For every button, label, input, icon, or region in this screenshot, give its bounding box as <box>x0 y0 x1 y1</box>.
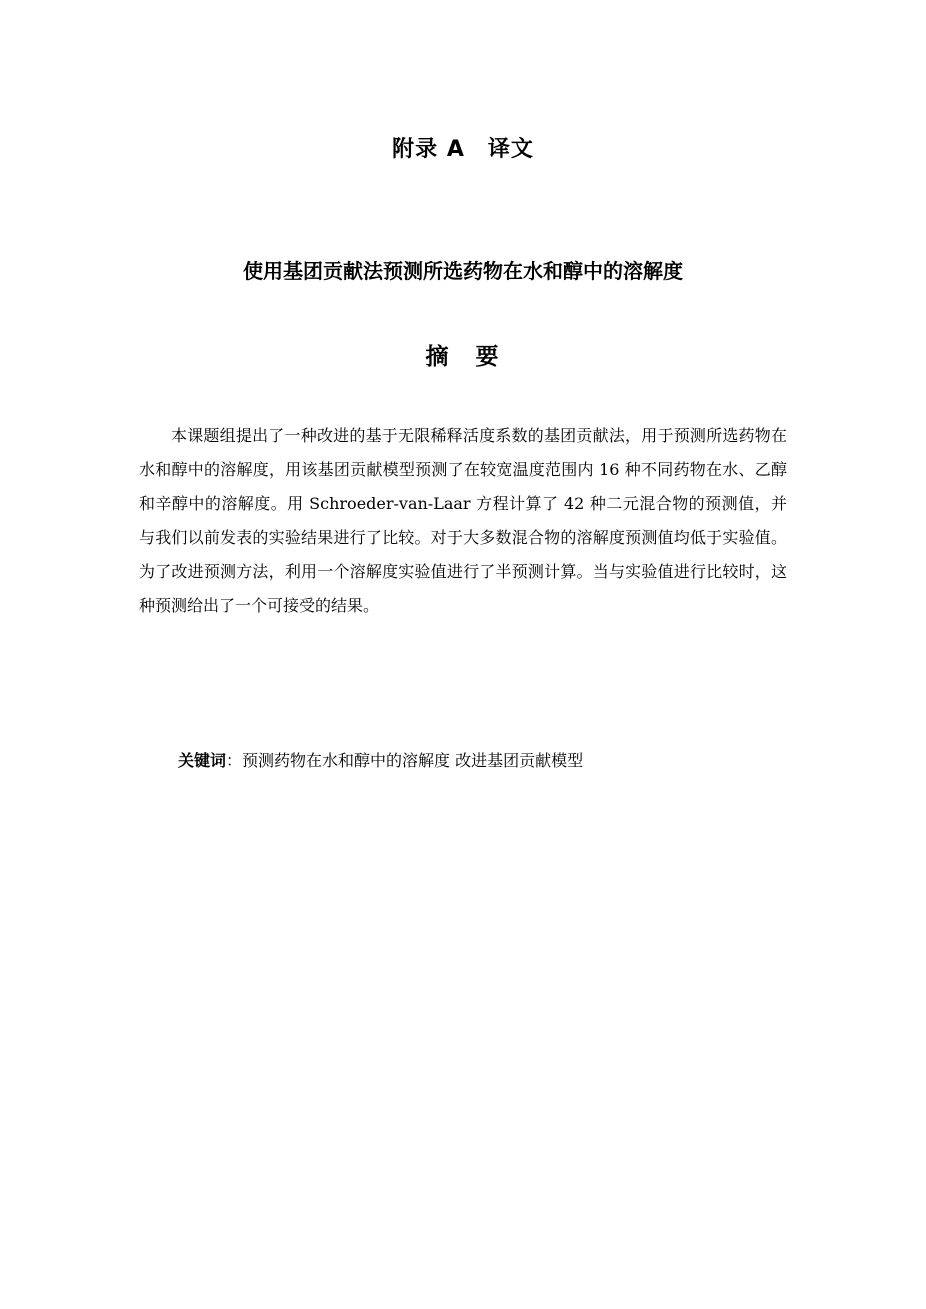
abstract-heading: 摘 要 <box>425 344 501 370</box>
appendix-title: 附录 A 译文 <box>392 137 534 162</box>
abstract-body: 本课题组提出了一种改进的基于无限稀释活度系数的基团贡献法，用于预测所选药物在水和醇中的溶解度，用该基团贡献模型预测了在较宽温度范围内 16 种不同药物在水、乙醇和辛醇中的溶解度。用 Schroeder-van-Laar 方程计算了 42 种二元混合物的预测值，并与我们以前发表的实验结果进行了比较。对于大多数混合物的溶解度预测值均低于实验值。为了改进预测方法，利用一个溶解度实验值进行了半预测计算。当与实验值进行比较时，这种预测给出了一个可接受的结果。 <box>139 426 787 615</box>
keywords-label: 关键词 <box>178 751 227 770</box>
keywords-text: 预测药物在水和醇中的溶解度 改进基团贡献模型 <box>242 751 584 770</box>
keywords-line <box>178 744 798 778</box>
paper-title: 使用基团贡献法预测所选药物在水和醇中的溶解度 <box>243 259 683 283</box>
keywords-separator: ： <box>226 751 243 770</box>
